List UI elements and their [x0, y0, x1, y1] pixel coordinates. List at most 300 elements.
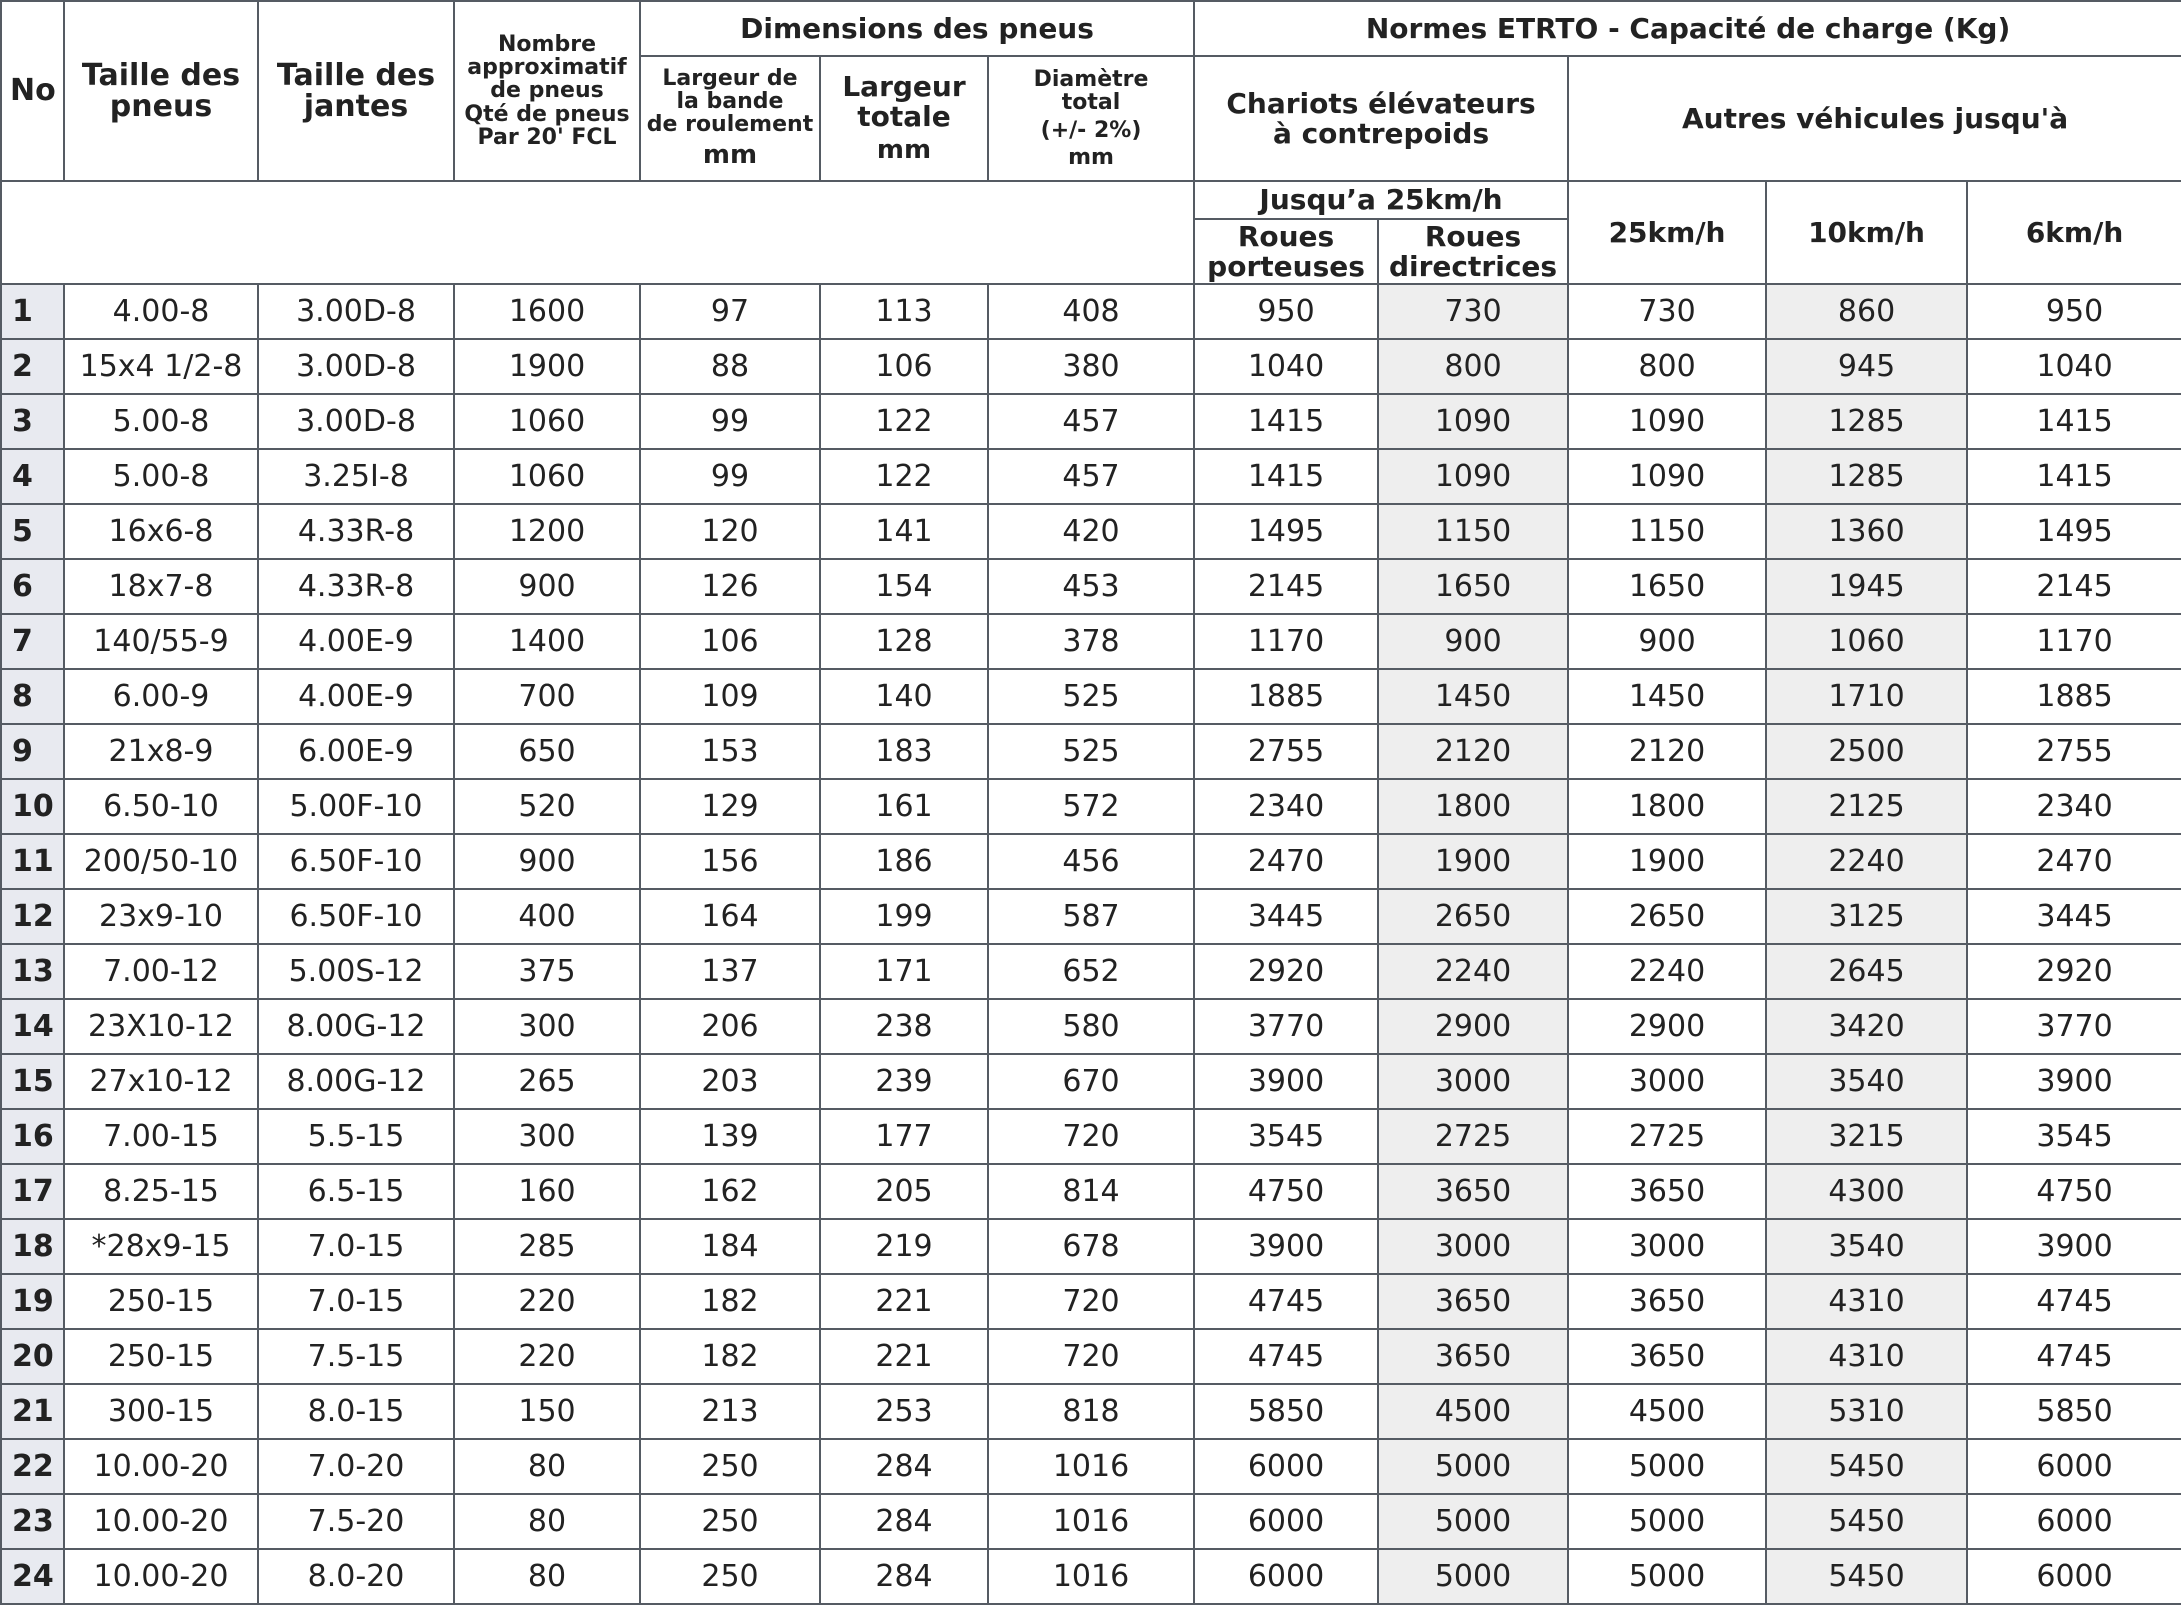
col-header-speed-25: 25km/h	[1568, 181, 1766, 284]
rim-size-line2: jantes	[303, 89, 409, 124]
cell-speed-25: 1900	[1568, 834, 1766, 889]
cell-speed-10: 5310	[1766, 1384, 1967, 1439]
total-width-unit: mm	[876, 135, 932, 166]
col-header-rim-size	[258, 1, 454, 181]
cell-tread-width: 184	[640, 1219, 820, 1274]
cell-no: 3	[1, 394, 64, 449]
cell-qty: 80	[454, 1439, 640, 1494]
cell-speed-10: 4300	[1766, 1164, 1967, 1219]
cell-total-width: 122	[820, 449, 988, 504]
cell-speed-6: 6000	[1967, 1494, 2181, 1549]
table-row	[1, 1549, 2181, 1604]
table-row	[1, 779, 2181, 834]
cell-tread-width: 97	[640, 284, 820, 339]
cell-total-width: 238	[820, 999, 988, 1054]
cell-steer-wheels: 1090	[1378, 449, 1568, 504]
table-body	[1, 284, 2181, 1604]
cell-total-width: 141	[820, 504, 988, 559]
cell-qty: 650	[454, 724, 640, 779]
cell-tread-width: 88	[640, 339, 820, 394]
cell-speed-6: 1495	[1967, 504, 2181, 559]
cell-load-wheels: 4750	[1194, 1164, 1378, 1219]
cell-qty: 220	[454, 1329, 640, 1384]
cell-rim-size: 4.33R-8	[258, 559, 454, 614]
group-header-dimensions: Dimensions des pneus	[640, 1, 1194, 56]
cell-total-diameter: 456	[988, 834, 1194, 889]
cell-no: 1	[1, 284, 64, 339]
group-header-etrto: Normes ETRTO - Capacité de charge (Kg)	[1194, 1, 2181, 56]
cell-speed-10: 3125	[1766, 889, 1967, 944]
cell-load-wheels: 1885	[1194, 669, 1378, 724]
cell-speed-6: 950	[1967, 284, 2181, 339]
table-row	[1, 449, 2181, 504]
cell-tread-width: 250	[640, 1549, 820, 1604]
cell-tire-size: 15x4 1/2-8	[64, 339, 258, 394]
cell-total-width: 284	[820, 1549, 988, 1604]
qty-line4: Qté de pneus	[464, 101, 630, 127]
table-row	[1, 944, 2181, 999]
cell-qty: 300	[454, 999, 640, 1054]
cell-steer-wheels: 1450	[1378, 669, 1568, 724]
cell-tread-width: 109	[640, 669, 820, 724]
cell-load-wheels: 1415	[1194, 394, 1378, 449]
cell-speed-25: 900	[1568, 614, 1766, 669]
cell-speed-10: 1710	[1766, 669, 1967, 724]
cell-total-diameter: 408	[988, 284, 1194, 339]
cell-rim-size: 6.00E-9	[258, 724, 454, 779]
cell-speed-25: 1090	[1568, 394, 1766, 449]
cell-speed-10: 3540	[1766, 1219, 1967, 1274]
tire-size-line2: pneus	[109, 89, 213, 124]
cell-speed-10: 2125	[1766, 779, 1967, 834]
cell-tread-width: 206	[640, 999, 820, 1054]
cell-steer-wheels: 1900	[1378, 834, 1568, 889]
cell-tire-size: 140/55-9	[64, 614, 258, 669]
table-row	[1, 559, 2181, 614]
cell-speed-25: 1090	[1568, 449, 1766, 504]
cell-total-width: 113	[820, 284, 988, 339]
cell-tire-size: 18x7-8	[64, 559, 258, 614]
cell-tread-width: 126	[640, 559, 820, 614]
cell-speed-6: 1885	[1967, 669, 2181, 724]
cell-total-width: 106	[820, 339, 988, 394]
col-header-total-diameter	[988, 56, 1194, 181]
cell-speed-10: 5450	[1766, 1549, 1967, 1604]
tread-width-line2: la bande	[676, 89, 784, 115]
cell-load-wheels: 4745	[1194, 1274, 1378, 1329]
total-diameter-unit: mm	[1068, 144, 1114, 170]
cell-tire-size: 23X10-12	[64, 999, 258, 1054]
cell-no: 16	[1, 1109, 64, 1164]
cell-rim-size: 7.0-20	[258, 1439, 454, 1494]
cell-rim-size: 7.0-15	[258, 1219, 454, 1274]
cell-total-diameter: 720	[988, 1274, 1194, 1329]
cell-load-wheels: 1495	[1194, 504, 1378, 559]
cell-no: 5	[1, 504, 64, 559]
cell-qty: 285	[454, 1219, 640, 1274]
cell-speed-25: 1150	[1568, 504, 1766, 559]
cell-qty: 900	[454, 559, 640, 614]
cell-tire-size: 6.00-9	[64, 669, 258, 724]
cell-load-wheels: 3445	[1194, 889, 1378, 944]
cell-tread-width: 213	[640, 1384, 820, 1439]
cell-load-wheels: 6000	[1194, 1494, 1378, 1549]
cell-steer-wheels: 1800	[1378, 779, 1568, 834]
table-row	[1, 339, 2181, 394]
cell-speed-6: 5850	[1967, 1384, 2181, 1439]
cell-qty: 300	[454, 1109, 640, 1164]
cell-load-wheels: 6000	[1194, 1439, 1378, 1494]
cell-speed-25: 2650	[1568, 889, 1766, 944]
cell-speed-6: 2920	[1967, 944, 2181, 999]
cell-no: 10	[1, 779, 64, 834]
cell-steer-wheels: 3650	[1378, 1164, 1568, 1219]
table-row	[1, 1164, 2181, 1219]
cell-steer-wheels: 1150	[1378, 504, 1568, 559]
col-header-speed-6: 6km/h	[1967, 181, 2181, 284]
cell-total-width: 221	[820, 1274, 988, 1329]
cell-rim-size: 4.00E-9	[258, 614, 454, 669]
table-row	[1, 834, 2181, 889]
col-header-tire-size	[64, 1, 258, 181]
cell-load-wheels: 950	[1194, 284, 1378, 339]
cell-total-width: 253	[820, 1384, 988, 1439]
cell-tire-size: 27x10-12	[64, 1054, 258, 1109]
table-row	[1, 999, 2181, 1054]
cell-tread-width: 182	[640, 1329, 820, 1384]
cell-speed-6: 1040	[1967, 339, 2181, 394]
cell-load-wheels: 3900	[1194, 1219, 1378, 1274]
cell-rim-size: 7.5-15	[258, 1329, 454, 1384]
cell-total-width: 199	[820, 889, 988, 944]
cell-tread-width: 120	[640, 504, 820, 559]
cell-speed-6: 3545	[1967, 1109, 2181, 1164]
cell-speed-25: 1800	[1568, 779, 1766, 834]
cell-speed-6: 2145	[1967, 559, 2181, 614]
table-row	[1, 1054, 2181, 1109]
cell-speed-10: 1945	[1766, 559, 1967, 614]
tread-width-line3: de roulement	[646, 112, 814, 138]
cell-qty: 1900	[454, 339, 640, 394]
table-row	[1, 889, 2181, 944]
total-width-line2: totale	[857, 99, 951, 133]
qty-line5: Par 20' FCL	[477, 124, 617, 150]
steer-wheels-line1: Roues	[1424, 220, 1522, 254]
total-width-line1: Largeur	[842, 70, 966, 104]
cell-total-diameter: 453	[988, 559, 1194, 614]
cell-no: 8	[1, 669, 64, 724]
cell-rim-size: 3.25I-8	[258, 449, 454, 504]
cell-speed-25: 5000	[1568, 1439, 1766, 1494]
cell-no: 9	[1, 724, 64, 779]
cell-speed-10: 4310	[1766, 1329, 1967, 1384]
cell-speed-25: 3650	[1568, 1164, 1766, 1219]
cell-speed-10: 1360	[1766, 504, 1967, 559]
tread-width-unit: mm	[702, 140, 758, 171]
cell-speed-10: 1285	[1766, 394, 1967, 449]
cell-load-wheels: 1170	[1194, 614, 1378, 669]
cell-qty: 160	[454, 1164, 640, 1219]
steer-wheels-line2: directrices	[1388, 249, 1558, 283]
cell-total-width: 122	[820, 394, 988, 449]
table-row	[1, 1329, 2181, 1384]
cell-speed-6: 4750	[1967, 1164, 2181, 1219]
qty-line3: de pneus	[490, 78, 604, 104]
cell-load-wheels: 2470	[1194, 834, 1378, 889]
load-wheels-line1: Roues	[1237, 220, 1335, 254]
cell-speed-25: 2900	[1568, 999, 1766, 1054]
cell-speed-25: 800	[1568, 339, 1766, 394]
cell-speed-6: 3770	[1967, 999, 2181, 1054]
cell-qty: 1400	[454, 614, 640, 669]
cell-total-width: 140	[820, 669, 988, 724]
cell-steer-wheels: 3000	[1378, 1054, 1568, 1109]
qty-line2: approximatif	[467, 55, 627, 81]
cell-speed-6: 2340	[1967, 779, 2181, 834]
cell-tread-width: 156	[640, 834, 820, 889]
cell-speed-25: 3000	[1568, 1054, 1766, 1109]
cell-load-wheels: 2340	[1194, 779, 1378, 834]
cell-no: 22	[1, 1439, 64, 1494]
table-row	[1, 284, 2181, 339]
cell-total-diameter: 814	[988, 1164, 1194, 1219]
cell-steer-wheels: 2120	[1378, 724, 1568, 779]
cell-tread-width: 99	[640, 449, 820, 504]
cell-load-wheels: 1415	[1194, 449, 1378, 504]
table-row	[1, 504, 2181, 559]
cell-no: 2	[1, 339, 64, 394]
forklifts-line1: Chariots élévateurs	[1226, 87, 1536, 121]
cell-speed-6: 1415	[1967, 394, 2181, 449]
cell-tire-size: 10.00-20	[64, 1494, 258, 1549]
cell-tire-size: 5.00-8	[64, 449, 258, 504]
cell-tread-width: 129	[640, 779, 820, 834]
cell-tire-size: 10.00-20	[64, 1439, 258, 1494]
table-row	[1, 1109, 2181, 1164]
cell-rim-size: 3.00D-8	[258, 339, 454, 394]
cell-rim-size: 5.5-15	[258, 1109, 454, 1164]
cell-speed-25: 2240	[1568, 944, 1766, 999]
cell-speed-6: 3900	[1967, 1219, 2181, 1274]
cell-tread-width: 137	[640, 944, 820, 999]
col-header-speed-10: 10km/h	[1766, 181, 1967, 284]
cell-qty: 1600	[454, 284, 640, 339]
cell-qty: 375	[454, 944, 640, 999]
cell-speed-10: 5450	[1766, 1494, 1967, 1549]
cell-no: 14	[1, 999, 64, 1054]
cell-steer-wheels: 2900	[1378, 999, 1568, 1054]
cell-load-wheels: 2920	[1194, 944, 1378, 999]
cell-no: 19	[1, 1274, 64, 1329]
cell-no: 4	[1, 449, 64, 504]
cell-load-wheels: 2145	[1194, 559, 1378, 614]
cell-load-wheels: 4745	[1194, 1329, 1378, 1384]
cell-tread-width: 250	[640, 1439, 820, 1494]
cell-total-width: 221	[820, 1329, 988, 1384]
cell-total-diameter: 420	[988, 504, 1194, 559]
cell-total-width: 284	[820, 1439, 988, 1494]
cell-tread-width: 99	[640, 394, 820, 449]
cell-total-width: 161	[820, 779, 988, 834]
cell-tire-size: 8.25-15	[64, 1164, 258, 1219]
cell-total-diameter: 678	[988, 1219, 1194, 1274]
cell-speed-10: 945	[1766, 339, 1967, 394]
cell-speed-25: 3650	[1568, 1274, 1766, 1329]
cell-steer-wheels: 4500	[1378, 1384, 1568, 1439]
cell-tire-size: 7.00-12	[64, 944, 258, 999]
cell-total-width: 186	[820, 834, 988, 889]
cell-no: 7	[1, 614, 64, 669]
cell-total-width: 239	[820, 1054, 988, 1109]
cell-total-diameter: 1016	[988, 1494, 1194, 1549]
cell-speed-10: 5450	[1766, 1439, 1967, 1494]
cell-qty: 265	[454, 1054, 640, 1109]
cell-tire-size: 250-15	[64, 1329, 258, 1384]
qty-line1: Nombre	[498, 32, 596, 58]
cell-no: 11	[1, 834, 64, 889]
table-row	[1, 1439, 2181, 1494]
cell-qty: 1200	[454, 504, 640, 559]
tread-width-line1: Largeur de	[662, 66, 798, 92]
cell-total-width: 177	[820, 1109, 988, 1164]
col-header-total-width	[820, 56, 988, 181]
cell-no: 15	[1, 1054, 64, 1109]
cell-total-diameter: 457	[988, 394, 1194, 449]
cell-speed-6: 4745	[1967, 1274, 2181, 1329]
cell-no: 17	[1, 1164, 64, 1219]
col-header-tread-width	[640, 56, 820, 181]
cell-speed-25: 730	[1568, 284, 1766, 339]
cell-rim-size: 6.50F-10	[258, 834, 454, 889]
cell-total-diameter: 720	[988, 1109, 1194, 1164]
cell-speed-10: 1060	[1766, 614, 1967, 669]
cell-qty: 400	[454, 889, 640, 944]
cell-tire-size: 200/50-10	[64, 834, 258, 889]
cell-no: 20	[1, 1329, 64, 1384]
table-row	[1, 669, 2181, 724]
header-spacer	[1, 181, 1194, 284]
cell-total-diameter: 580	[988, 999, 1194, 1054]
cell-steer-wheels: 3000	[1378, 1219, 1568, 1274]
table-row	[1, 614, 2181, 669]
cell-steer-wheels: 900	[1378, 614, 1568, 669]
cell-rim-size: 5.00S-12	[258, 944, 454, 999]
cell-speed-6: 3445	[1967, 889, 2181, 944]
cell-speed-25: 4500	[1568, 1384, 1766, 1439]
cell-total-diameter: 457	[988, 449, 1194, 504]
cell-speed-25: 5000	[1568, 1549, 1766, 1604]
cell-total-diameter: 1016	[988, 1549, 1194, 1604]
cell-tire-size: 21x8-9	[64, 724, 258, 779]
col-header-no: No	[1, 1, 64, 181]
cell-steer-wheels: 2650	[1378, 889, 1568, 944]
cell-total-width: 128	[820, 614, 988, 669]
cell-total-diameter: 378	[988, 614, 1194, 669]
cell-speed-6: 4745	[1967, 1329, 2181, 1384]
cell-load-wheels: 3770	[1194, 999, 1378, 1054]
total-diameter-line2: total	[1061, 90, 1121, 116]
cell-rim-size: 8.00G-12	[258, 999, 454, 1054]
cell-speed-25: 2725	[1568, 1109, 1766, 1164]
cell-speed-6: 6000	[1967, 1439, 2181, 1494]
col-header-forklifts	[1194, 56, 1568, 181]
cell-tire-size: 250-15	[64, 1274, 258, 1329]
cell-steer-wheels: 730	[1378, 284, 1568, 339]
cell-total-width: 183	[820, 724, 988, 779]
cell-rim-size: 5.00F-10	[258, 779, 454, 834]
cell-speed-6: 3900	[1967, 1054, 2181, 1109]
cell-no: 21	[1, 1384, 64, 1439]
load-wheels-line2: porteuses	[1207, 249, 1365, 283]
cell-qty: 520	[454, 779, 640, 834]
cell-tire-size: 300-15	[64, 1384, 258, 1439]
cell-no: 12	[1, 889, 64, 944]
col-header-steer-wheels	[1378, 219, 1568, 284]
table-row	[1, 1274, 2181, 1329]
cell-rim-size: 6.50F-10	[258, 889, 454, 944]
cell-load-wheels: 5850	[1194, 1384, 1378, 1439]
cell-speed-25: 2120	[1568, 724, 1766, 779]
cell-load-wheels: 3900	[1194, 1054, 1378, 1109]
cell-tire-size: 5.00-8	[64, 394, 258, 449]
cell-no: 13	[1, 944, 64, 999]
cell-rim-size: 8.0-15	[258, 1384, 454, 1439]
forklifts-line2: à contrepoids	[1272, 116, 1490, 150]
cell-total-diameter: 380	[988, 339, 1194, 394]
cell-tread-width: 153	[640, 724, 820, 779]
cell-tread-width: 203	[640, 1054, 820, 1109]
cell-steer-wheels: 3650	[1378, 1329, 1568, 1384]
cell-speed-6: 1170	[1967, 614, 2181, 669]
cell-speed-10: 2240	[1766, 834, 1967, 889]
cell-total-diameter: 1016	[988, 1439, 1194, 1494]
cell-rim-size: 3.00D-8	[258, 394, 454, 449]
cell-total-width: 219	[820, 1219, 988, 1274]
table-row	[1, 1384, 2181, 1439]
cell-qty: 1060	[454, 449, 640, 504]
cell-load-wheels: 2755	[1194, 724, 1378, 779]
cell-no: 18	[1, 1219, 64, 1274]
cell-speed-6: 6000	[1967, 1549, 2181, 1604]
cell-no: 23	[1, 1494, 64, 1549]
cell-rim-size: 3.00D-8	[258, 284, 454, 339]
cell-speed-10: 860	[1766, 284, 1967, 339]
cell-speed-25: 3000	[1568, 1219, 1766, 1274]
cell-tread-width: 139	[640, 1109, 820, 1164]
cell-no: 6	[1, 559, 64, 614]
cell-speed-25: 1450	[1568, 669, 1766, 724]
cell-rim-size: 7.5-20	[258, 1494, 454, 1549]
cell-steer-wheels: 5000	[1378, 1549, 1568, 1604]
cell-tire-size: 6.50-10	[64, 779, 258, 834]
cell-total-diameter: 525	[988, 669, 1194, 724]
cell-qty: 220	[454, 1274, 640, 1329]
cell-speed-6: 1415	[1967, 449, 2181, 504]
cell-speed-10: 3420	[1766, 999, 1967, 1054]
cell-rim-size: 6.5-15	[258, 1164, 454, 1219]
col-header-qty	[454, 1, 640, 181]
cell-qty: 150	[454, 1384, 640, 1439]
cell-speed-10: 3215	[1766, 1109, 1967, 1164]
total-diameter-line1: Diamètre	[1033, 67, 1149, 93]
total-diameter-tolerance: (+/- 2%)	[1040, 117, 1142, 143]
cell-speed-10: 1285	[1766, 449, 1967, 504]
rim-size-line1: Taille des	[276, 57, 436, 93]
table-row	[1, 1219, 2181, 1274]
cell-rim-size: 4.00E-9	[258, 669, 454, 724]
cell-speed-6: 2755	[1967, 724, 2181, 779]
cell-qty: 80	[454, 1549, 640, 1604]
